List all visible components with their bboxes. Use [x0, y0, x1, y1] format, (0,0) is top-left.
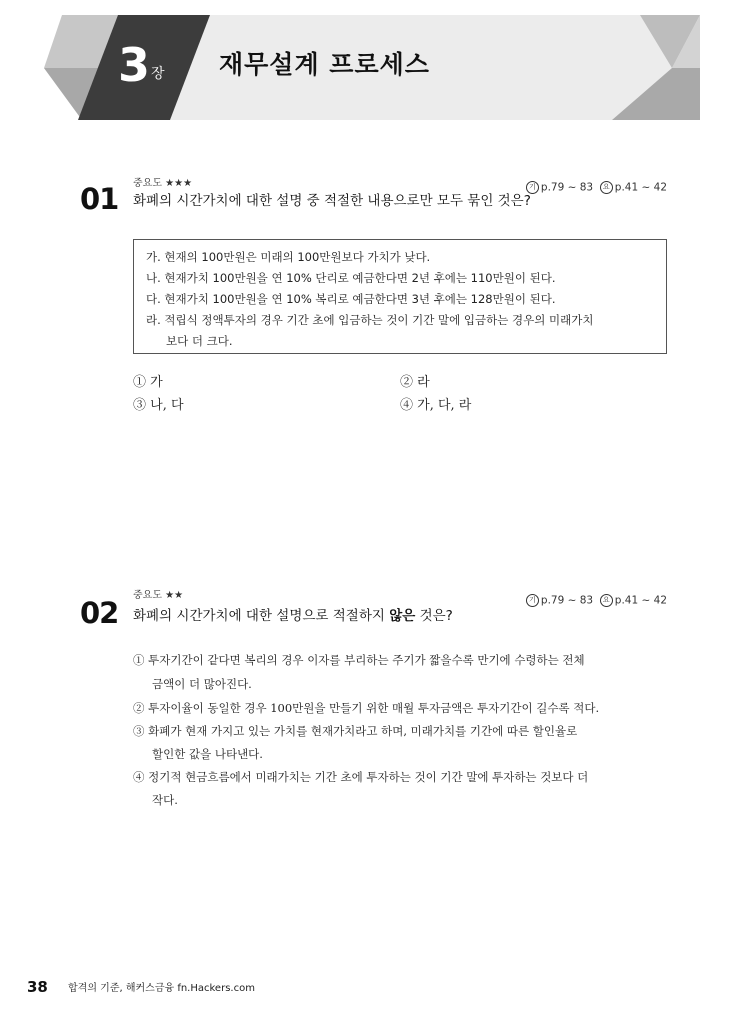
answer-option-continuation[interactable]: 작다. — [152, 793, 178, 807]
question-text — [133, 610, 453, 624]
answer-option[interactable]: ④ 가, 다, 라 — [400, 398, 472, 413]
answer-option[interactable]: ② 투자이율이 동일한 경우 100만원을 만들기 위한 매월 투자금액은 투자기간이 길수록 적다. — [133, 701, 600, 715]
answer-option[interactable]: ② 라 — [400, 375, 430, 390]
answer-option-continuation[interactable]: 할인한 값을 나타낸다. — [152, 747, 263, 761]
question-number: 02 — [80, 596, 119, 630]
statement-box — [133, 239, 667, 354]
page-number: 38 — [27, 978, 48, 996]
chapter-number: 3 — [118, 38, 151, 92]
statement-item: 가. 현재의 100만원은 미래의 100만원보다 가치가 낮다. — [146, 250, 431, 264]
chapter-title: 재무설계 프로세스 — [219, 50, 430, 79]
reference-mark-a: 기 — [526, 594, 539, 607]
statement-item: 라. 적립식 정액투자의 경우 기간 초에 입금하는 것이 기간 말에 입금하는 경우의 미래가치 — [146, 313, 594, 327]
question-text: 화폐의 시간가치에 대한 설명 중 적절한 내용으로만 모두 묶인 것은? — [133, 193, 531, 209]
page-reference — [526, 594, 667, 607]
reference-b: p.41 ~ 42 — [614, 181, 667, 194]
reference-mark-a: 기 — [526, 181, 539, 194]
reference-a: p.79 ~ 83 — [540, 594, 594, 607]
chapter-suffix: 장 — [151, 66, 165, 82]
answer-option[interactable]: ③ 화폐가 현재 가지고 있는 가치를 현재가치라고 하며, 미래가치를 기간에 따른 할인율로 — [133, 724, 578, 738]
question-text-start: 화폐의 시간가치에 대한 설명으로 적절하지 — [133, 608, 390, 624]
reference-mark-b: 요 — [600, 181, 613, 194]
statement-item-continuation: 보다 더 크다. — [166, 334, 233, 348]
answer-option[interactable]: ③ 나, 다 — [133, 398, 184, 413]
question-text-emphasis: 않은 — [389, 608, 416, 624]
reference-b: p.41 ~ 42 — [614, 594, 667, 607]
question-importance: 중요도 ★★ — [133, 590, 184, 601]
answer-option[interactable]: ① 가 — [133, 375, 163, 390]
reference-mark-b: 요 — [600, 594, 613, 607]
statement-item: 나. 현재가치 100만원을 연 10% 단리로 예금한다면 2년 후에는 110만원이 된다. — [146, 271, 556, 285]
footer-text: 합격의 기준, 해커스금융 fn.Hackers.com — [68, 983, 255, 994]
question-number: 01 — [80, 182, 119, 216]
answer-option-continuation[interactable]: 금액이 더 많아진다. — [152, 677, 252, 691]
page-reference — [526, 181, 667, 194]
statement-item: 다. 현재가치 100만원을 연 10% 복리로 예금한다면 3년 후에는 128만원이 된다. — [146, 292, 556, 306]
question-importance: 중요도 ★★★ — [133, 178, 193, 189]
answer-option[interactable]: ④ 정기적 현금흐름에서 미래가치는 기간 초에 투자하는 것이 기간 말에 투자하는 것보다 더 — [133, 770, 589, 784]
reference-a: p.79 ~ 83 — [540, 181, 594, 194]
question-text-end: 것은? — [415, 608, 453, 624]
answer-option[interactable]: ① 투자기간이 같다면 복리의 경우 이자를 부리하는 주기가 짧을수록 만기에 수령하는 전체 — [133, 653, 585, 667]
